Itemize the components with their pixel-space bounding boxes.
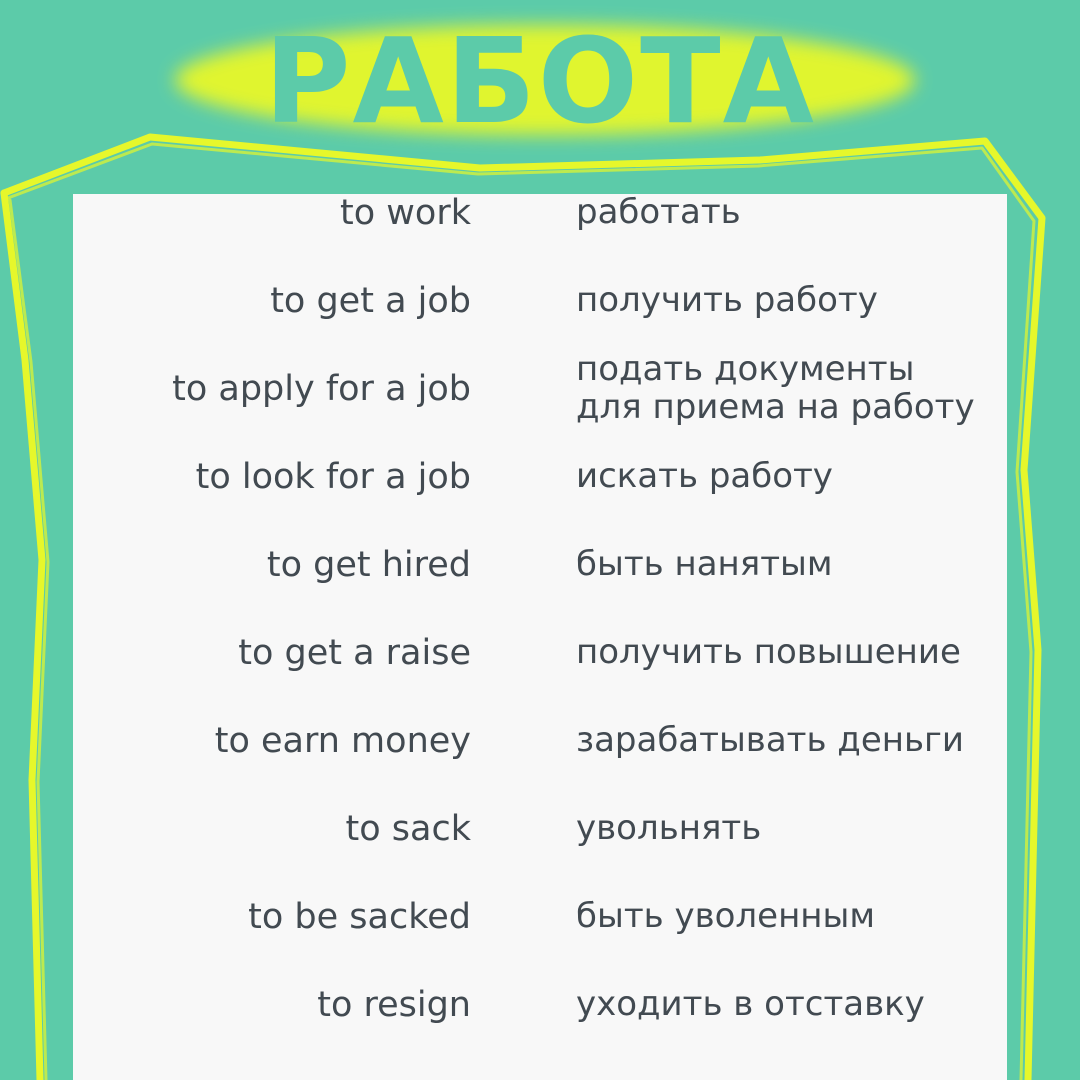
english-term: to work <box>340 193 471 233</box>
russian-translation: быть нанятым <box>576 544 833 584</box>
russian-translation: уходить в отставку <box>576 984 925 1024</box>
vocab-row <box>0 721 1080 809</box>
english-term: to be sacked <box>248 897 471 937</box>
vocab-row <box>0 985 1080 1073</box>
english-term: to get hired <box>266 545 471 585</box>
vocab-row <box>0 545 1080 633</box>
vocab-row <box>0 193 1080 281</box>
russian-translation: работать <box>576 192 741 232</box>
english-term: to resign <box>317 985 471 1025</box>
english-term: to apply for a job <box>172 369 471 409</box>
russian-translation: зарабатывать деньги <box>576 720 964 760</box>
russian-translation: получить работу <box>576 280 878 320</box>
vocab-row <box>0 633 1080 721</box>
vocab-row <box>0 809 1080 897</box>
russian-translation: искать работу <box>576 456 833 496</box>
english-term: to get a job <box>270 281 471 321</box>
vocab-row <box>0 457 1080 545</box>
english-term: to earn money <box>214 721 471 761</box>
russian-translation: получить повышение <box>576 632 961 672</box>
english-term: to look for a job <box>195 457 471 497</box>
english-term: to get a raise <box>238 633 471 673</box>
english-term: to sack <box>345 809 471 849</box>
russian-translation: увольнять <box>576 808 762 848</box>
russian-translation: подать документы для приема на работу <box>576 349 975 427</box>
russian-translation: быть уволенным <box>576 896 876 936</box>
vocab-row <box>0 897 1080 985</box>
page-title: РАБОТА <box>264 12 816 150</box>
vocab-row <box>0 349 1080 457</box>
